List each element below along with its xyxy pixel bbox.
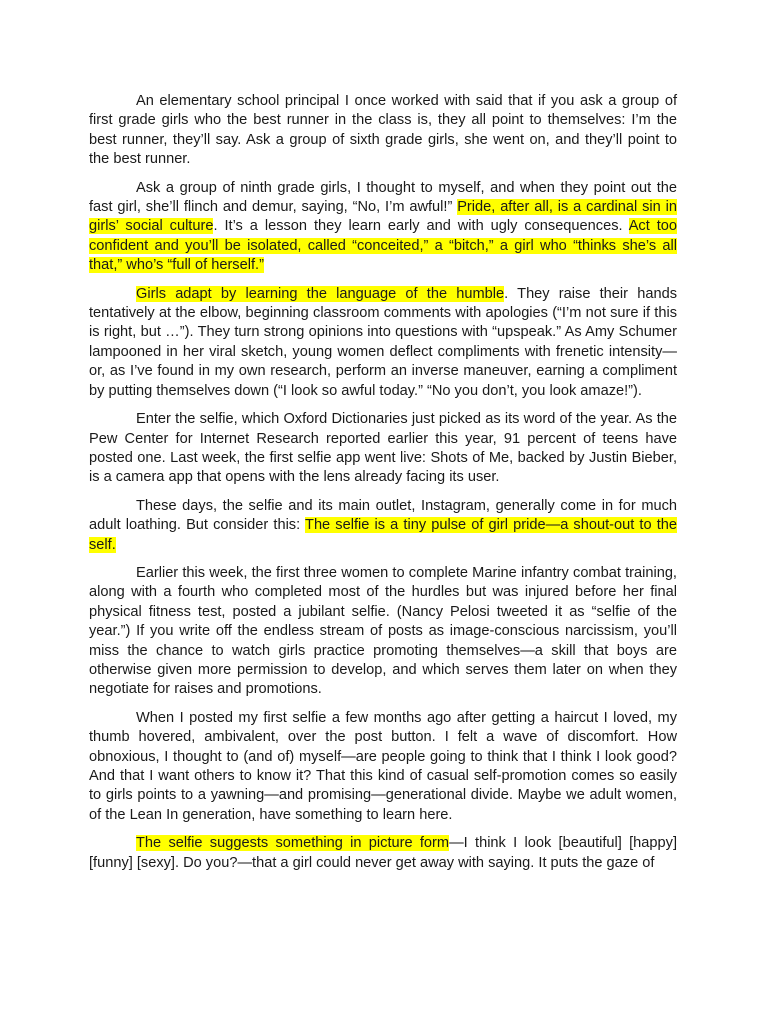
- paragraph-1: [89, 92, 677, 170]
- highlighted-text: The selfie suggests something in picture form: [136, 835, 450, 852]
- paragraph-4: [89, 410, 677, 488]
- text-segment: Earlier this week, the first three women to complete Marine infantry combat training, along with a fourth who completed most of the hurdles but was injured before her final physical fitness test, posted a jubilant selfie. (Nancy Pelosi tweeted it as “selfie of the year.”) If you write off the endless stream of posts as image-conscious narcissism, you’ll miss the chance to watch girls practice promoting themselves—a skill that boys are otherwise given more permission to develop, and which serves them later on when they negotiate for raises and promotions.: [89, 564, 677, 698]
- text-segment: . They raise their hands tentatively at the elbow, beginning classroom comments with apologies (“I’m not sure if this is right, but …”). They turn strong opinions into questions with “upspeak.” As Amy Schumer lampooned in her viral sketch, young women deflect compliments with frenetic intensity—or, as I’ve found in my own research, perform an inverse maneuver, earning a compliment by putting themselves down (“I look so awful today.” “No you don’t, you look amaze!”).: [89, 285, 677, 399]
- paragraph-7: [89, 709, 677, 825]
- text-segment: Ask a group of ninth grade girls, I thought to myself, and when they point out the fast girl, she’ll flinch and demur, saying, “No, I’m awful!”: [89, 179, 677, 216]
- text-segment: . It’s a lesson they learn early and with ugly consequences.: [213, 218, 629, 235]
- paragraph-2: [89, 179, 677, 276]
- paragraph-5: [89, 497, 677, 555]
- text-segment: When I posted my first selfie a few months ago after getting a haircut I loved, my thumb hovered, ambivalent, over the post button. I felt a wave of discomfort. How obnoxious, I thought to (and of) myself—are people going to think that I think I look good? And that I want others to know it? That this kind of casual self-promotion comes so easily to girls points to a yawning—and promising—generational divide. Maybe we adult women, of the Lean In generation, have something to learn here.: [89, 709, 677, 823]
- paragraph-6: [89, 564, 677, 700]
- text-segment: Enter the selfie, which Oxford Dictionaries just picked as its word of the year. As the Pew Center for Internet Research reported earlier this year, 91 percent of teens have posted one. Last week, the first selfie app went live: Shots of Me, backed by Justin Bieber, is a camera app that opens with the lens already facing its user.: [89, 411, 677, 486]
- paragraph-8: [89, 834, 677, 873]
- highlighted-text: The selfie is a tiny pulse of girl pride—a shout-out to the self.: [89, 517, 677, 553]
- text-segment: These days, the selfie and its main outlet, Instagram, generally come in for much adult loathing. But consider this:: [89, 497, 677, 534]
- highlighted-text: Girls adapt by learning the language of the humble: [136, 285, 505, 302]
- paragraph-3: [89, 285, 677, 401]
- highlighted-text: Pride, after all, is a cardinal sin in girls’ social culture: [89, 199, 677, 235]
- text-segment: —I think I look [beautiful] [happy] [funny] [sexy]. Do you?—that a girl could never get away with saying. It puts the gaze of: [89, 835, 678, 871]
- document-page: [89, 92, 677, 882]
- highlighted-text: Act too confident and you’ll be isolated, called “conceited,” a “bitch,” a girl who “thinks she’s all that,” who’s “full of herself.”: [89, 218, 678, 274]
- text-segment: An elementary school principal I once worked with said that if you ask a group of first grade girls who the best runner in the class is, they all point to themselves: I’m the best runner, they’ll say. Ask a group of sixth grade girls, she went on, and they’ll point to the best runner.: [89, 93, 677, 168]
